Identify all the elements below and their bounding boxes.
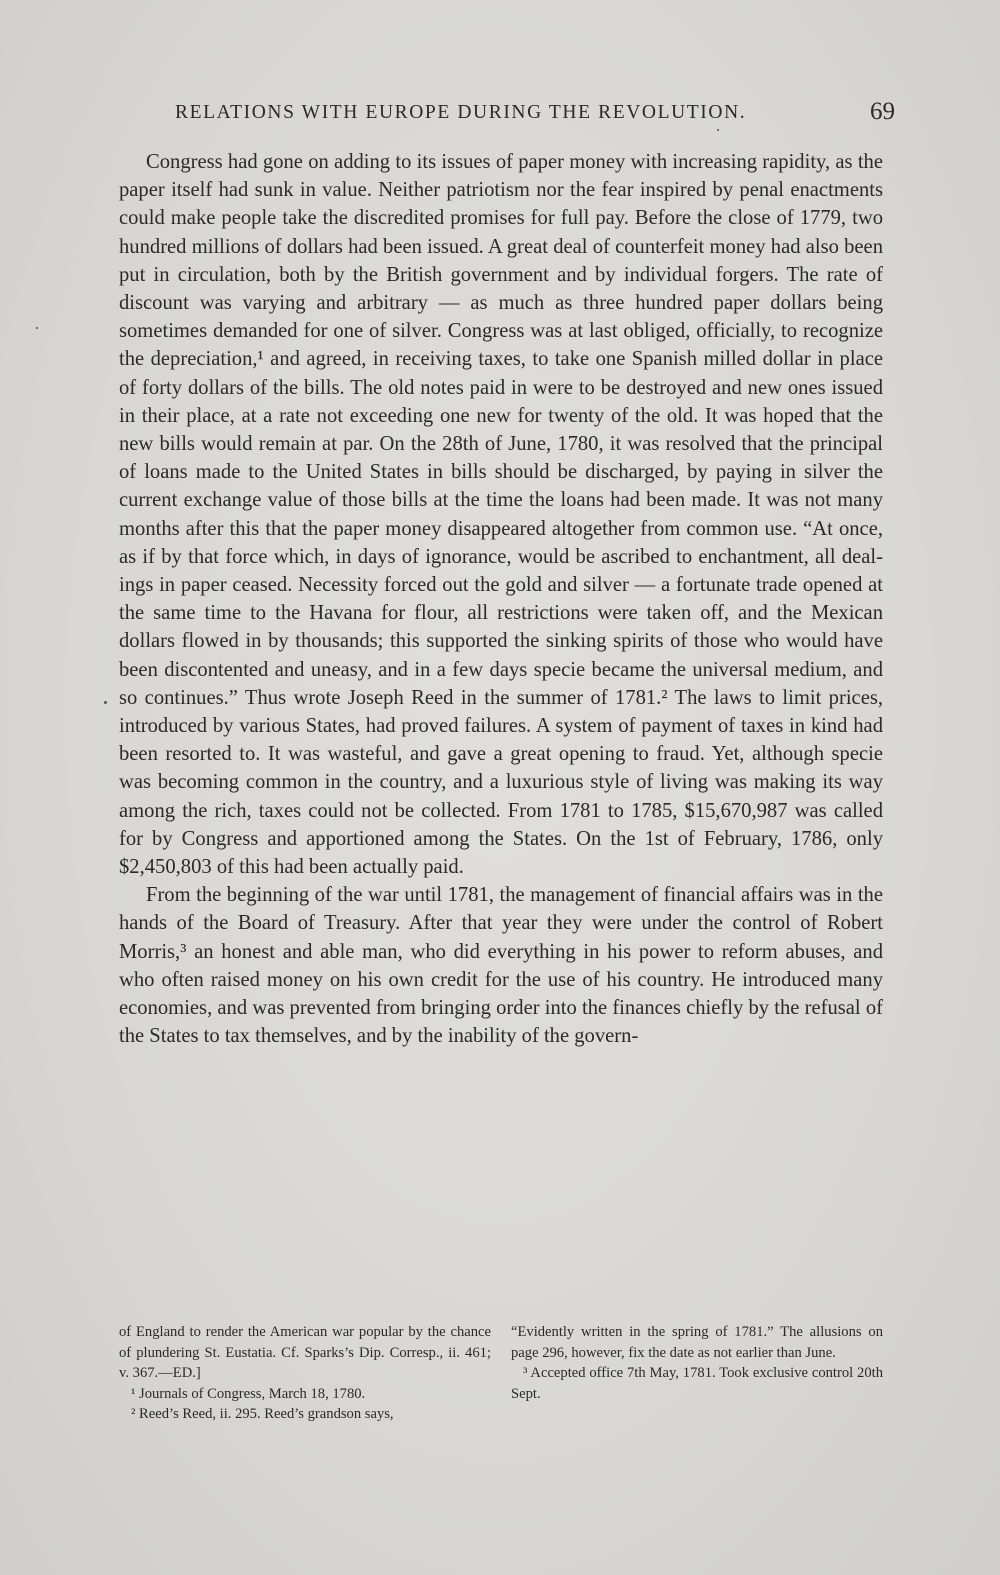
page-number: 69: [870, 98, 895, 125]
footnote-column-left: [119, 1322, 491, 1425]
paragraph: From the beginning of the war until 1781, the management of financial affairs was in the hands of the Board of Treasury. After that year they were under the control of Robert Morris,³ an honest and able man, who did everything in his power to reform abuses, and who often raised money on his own credit for the use of his country. He introduced many economies, and was prevented from bringing order into the finances chiefly by the refusal of the States to tax themselves, and by the inability of the govern-: [119, 884, 883, 1048]
paragraph: Congress had gone on adding to its issues of paper money with increasing rapidity, as the paper itself had sunk in value. Neither patriotism nor the fear inspired by penal enactments could make people take the discredited promises for full pay. Before the close of 1779, two hundred millions of dollars had been issued. A great deal of counterfeit money had also been put in circulation, both by the British government and by individual forgers. The rate of discount was varying and arbitrary — as much as three hundred paper dollars being sometimes demanded for one of silver. Congress was at last obliged, officially, to recognize the depreciation,¹ and agreed, in receiving taxes, to take one Spanish milled dollar in place of forty dollars of the bills. The old notes paid in were to be destroyed and new ones issued in their place, at a rate not exceeding one new for twenty of the old. It was hoped that the new bills would remain at par. On the 28th of June, 1780, it was resolved that the principal of loans made to the United States in bills should be discharged, by paying in silver the current exchange value of those bills at the time the loans had been made. It was not many months after this that the paper money disappeared altogether from common use. “At once, as if by that force which, in days of ignorance, would be ascribed to enchantment, all dealings in paper ceased. Necessity forced out the gold and silver — a fortunate trade opened at the same time to the Havana for flour, all restrictions were taken off, and the Mexican dollars flowed in by thousands; this supported the sinking spirits of those who would have been discontented and uneasy, and in a few days specie became the universal medium, and so continues.” Thus wrote Joseph Reed in the summer of 1781.² The laws to limit prices, introduced by various States, had proved failures. A system of payment of taxes in kind had been resorted to. It was wasteful, and gave a great opening to fraud. Yet, although specie was becoming common in the country, and a luxurious style of living was making its way among the rich, taxes could not be collected. From 1781 to 1785, $15,670,987 was called for by Congress and apportioned among the States. On the 1st of February, 1786, only $2,450,803 of this had been actually paid.: [119, 151, 883, 879]
paper-speck: [36, 327, 38, 329]
running-head: [119, 98, 895, 132]
paper-speck: [104, 701, 107, 704]
body-text: [119, 148, 883, 1051]
paper-speck: [717, 129, 719, 131]
footnote-column-right: [511, 1322, 883, 1425]
footnote-continuation: of England to render the American war popular by the chance of plundering St. Eustatia. Cf. Sparks’s Dip. Corresp., ii. 461; v. 367.—ED.]: [119, 1324, 491, 1381]
footnote-1: ¹ Journals of Congress, March 18, 1780.: [131, 1385, 366, 1402]
footnote-2: ² Reed’s Reed, ii. 295. Reed’s grandson says,: [131, 1406, 394, 1422]
footnote-continuation: “Evidently written in the spring of 1781.” The allusions on page 296, however, fix the date as not earlier than June.: [511, 1324, 883, 1361]
footnote-3: ³ Accepted office 7th May, 1781. Took exclusive control 20th Sept.: [511, 1365, 883, 1402]
footnotes: [119, 1322, 883, 1425]
running-title: RELATIONS WITH EUROPE DURING THE REVOLUTION.: [175, 102, 747, 123]
